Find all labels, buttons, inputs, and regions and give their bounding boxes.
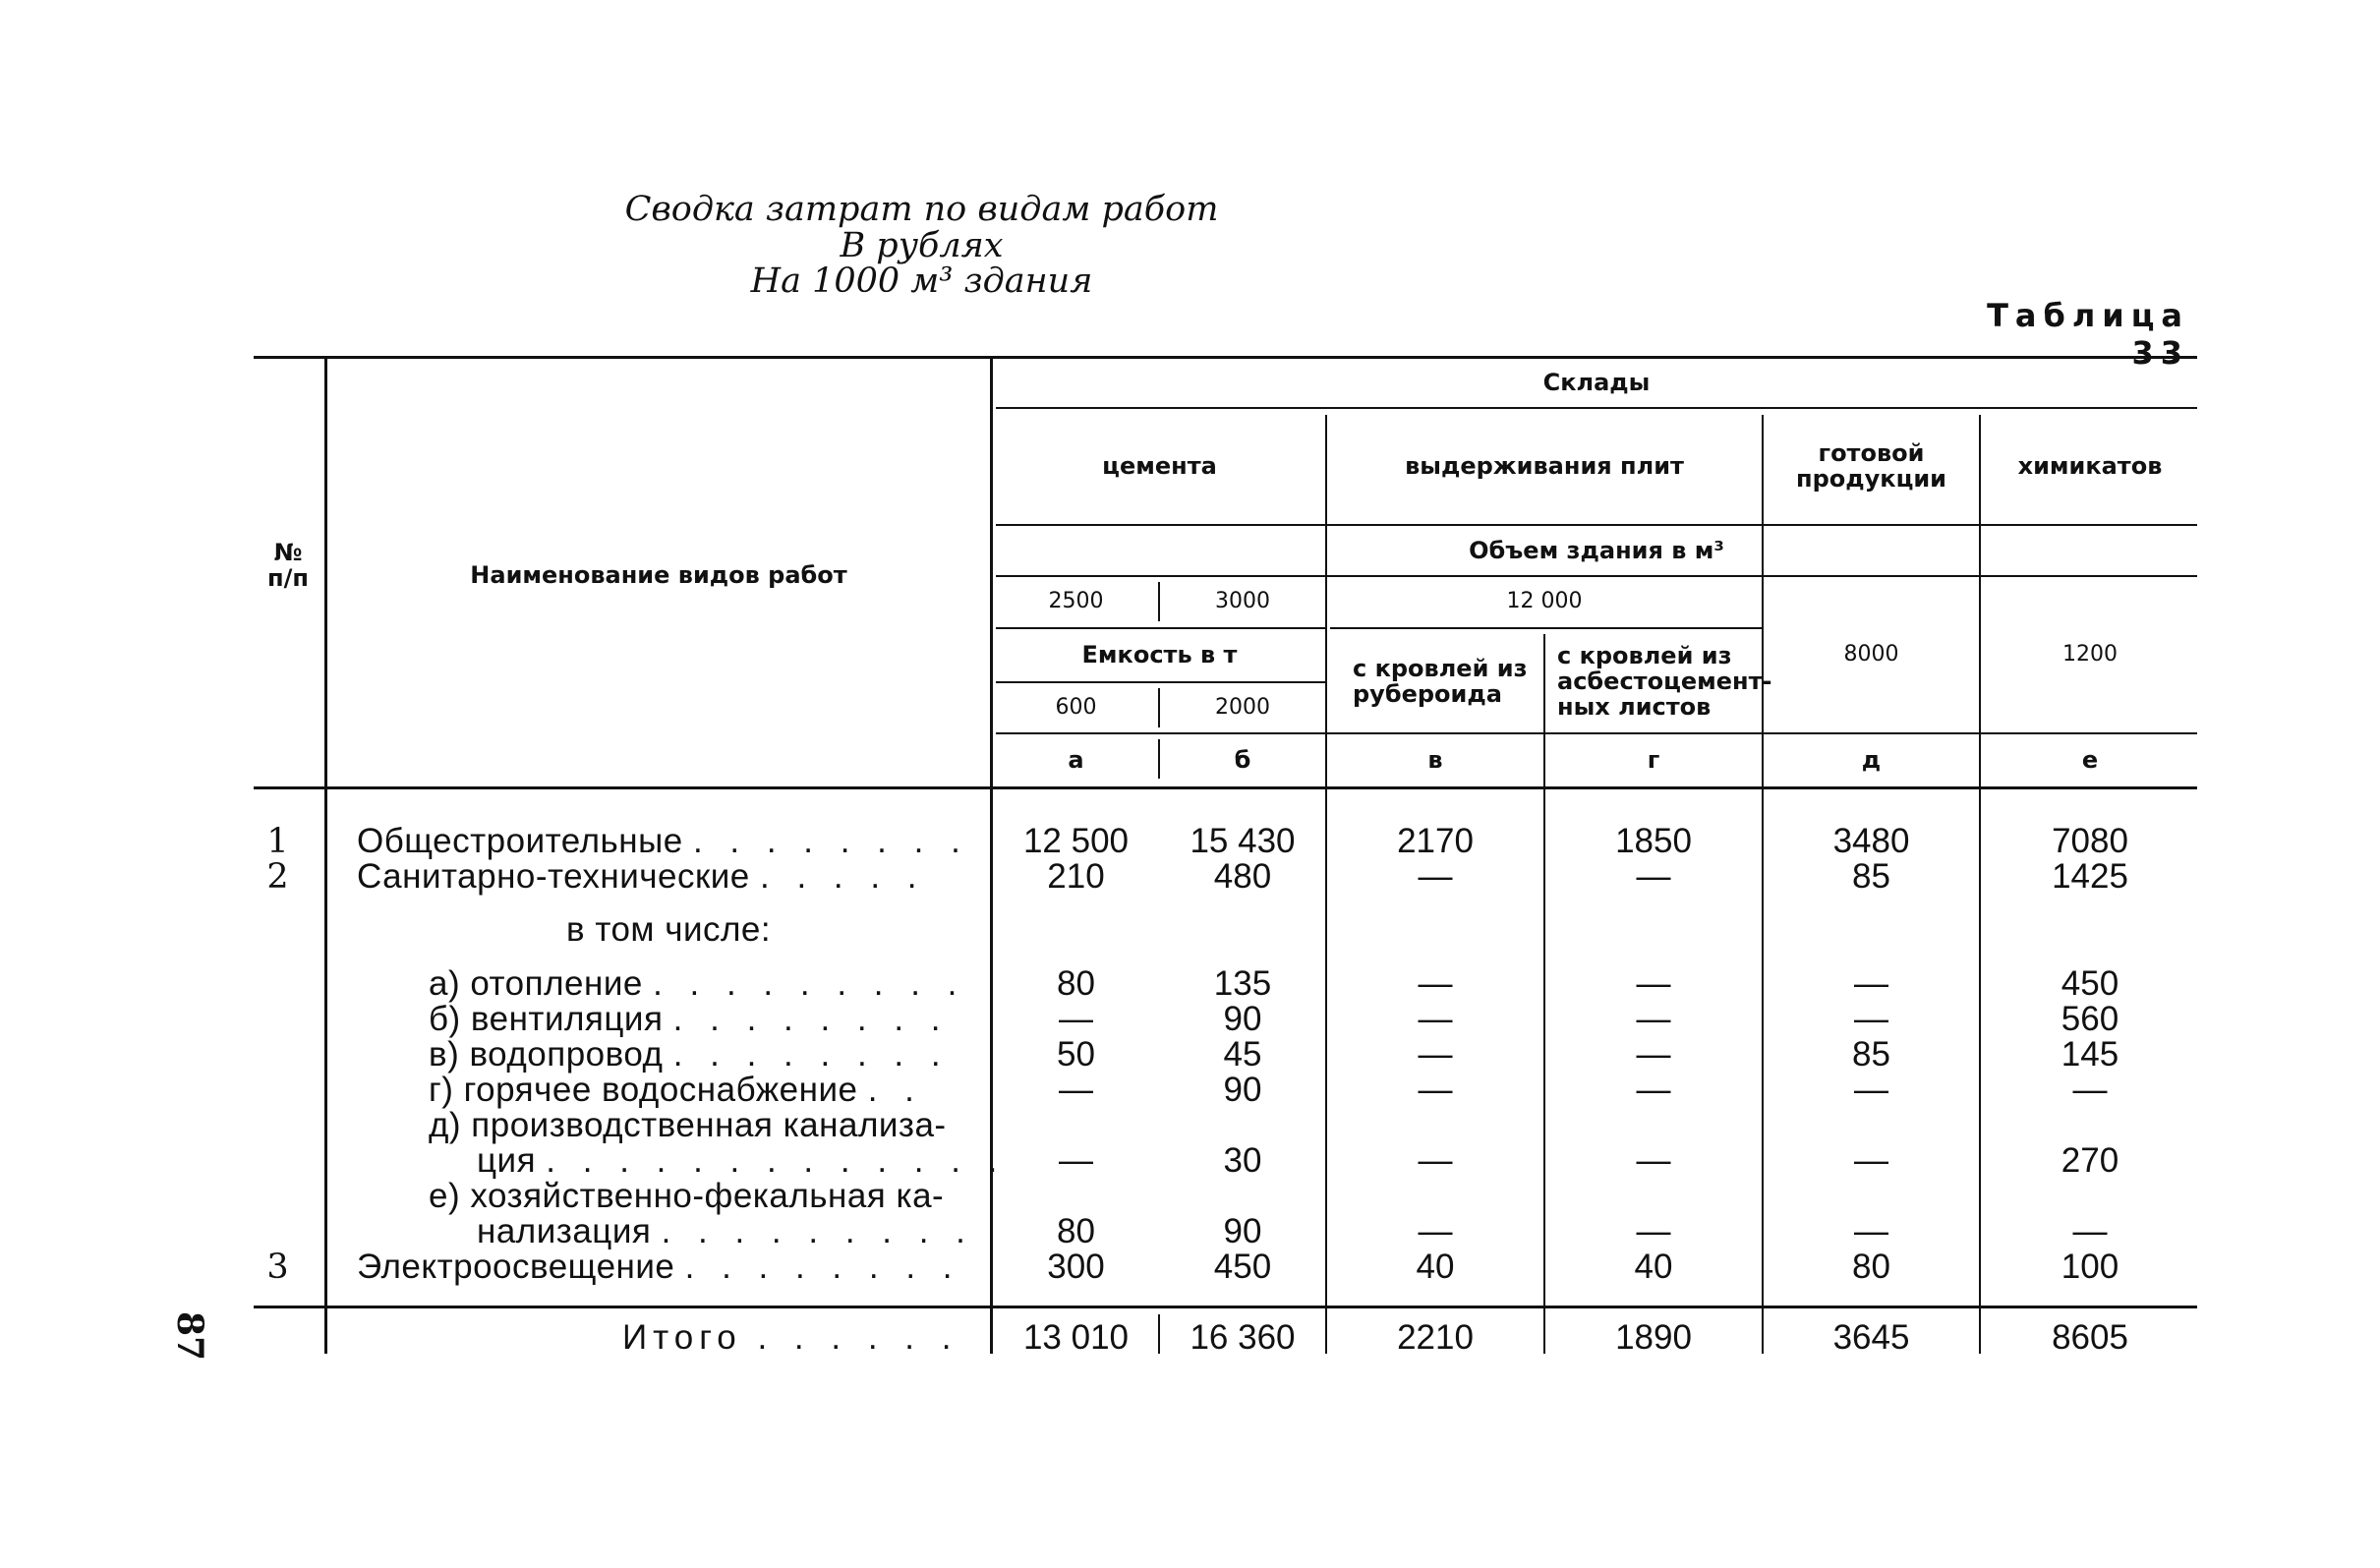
cell-value: —	[1418, 1000, 1453, 1038]
row-subheading: в том числе:	[566, 910, 772, 949]
cell-value: 450	[1213, 1248, 1272, 1286]
total-value: 2210	[1397, 1318, 1474, 1357]
total-value: 1890	[1615, 1318, 1692, 1357]
title-line-1: Сводка затрат по видам работ	[624, 190, 1219, 229]
cell-value: 3480	[1832, 822, 1910, 860]
num-col-rule	[324, 356, 327, 1354]
cell-value: 80	[1057, 964, 1095, 1003]
capacity-header-rule	[996, 681, 1325, 683]
finished-header: готовой продукции	[1796, 439, 1946, 493]
col-a-b-rule	[1158, 739, 1160, 779]
header-bottom-rule	[254, 786, 2197, 789]
row-name: нализация . . . . . . . . .	[477, 1212, 974, 1250]
cell-value: 40	[1416, 1248, 1455, 1286]
cell-value: 2170	[1397, 822, 1474, 860]
row-name: Электроосвещение . . . . . . . .	[357, 1248, 961, 1286]
cell-value: 15 430	[1190, 822, 1296, 860]
cell-value: 560	[2061, 1000, 2119, 1038]
cell-value: —	[1418, 1071, 1453, 1109]
name-header: Наименование видов работ	[470, 561, 847, 589]
cell-value: 12 500	[1022, 822, 1130, 860]
cell-value: 7080	[2052, 822, 2128, 860]
cell-value: —	[1854, 964, 1888, 1003]
cell-value: 30	[1223, 1141, 1262, 1180]
cell-value: 50	[1057, 1035, 1095, 1074]
letter-v: в	[1427, 746, 1443, 774]
cell-value: 1425	[2052, 857, 2128, 896]
cell-value: —	[2072, 1071, 2108, 1109]
volume-e: 1200	[2062, 642, 2118, 667]
row-number: 2	[266, 857, 289, 897]
cell-value: —	[1636, 857, 1671, 896]
row-name: д) производственная канализа-	[429, 1106, 947, 1144]
row-number: 3	[266, 1248, 289, 1287]
letter-d: д	[1861, 746, 1882, 774]
row-name: ция . . . . . . . . . . . . .	[477, 1141, 1007, 1180]
subgroup-rule	[996, 524, 2197, 526]
cement-header: цемента	[1102, 452, 1217, 480]
volume-b: 3000	[1215, 589, 1270, 613]
cell-value: 80	[1852, 1248, 1890, 1286]
cell-value: 90	[1223, 1212, 1262, 1250]
row-name: б) вентиляция . . . . . . . .	[429, 1000, 950, 1038]
letter-g: г	[1647, 746, 1660, 774]
row-name: г) горячее водоснабжение . .	[429, 1071, 923, 1109]
capacity-b: 2000	[1215, 695, 1270, 720]
cell-value: 80	[1057, 1212, 1095, 1250]
letter-rule	[996, 732, 2197, 734]
cell-value: 210	[1047, 857, 1105, 896]
cell-value: —	[1636, 1000, 1671, 1038]
roof-asbestos-header: с кровлей из асбестоцемент-ных листов	[1557, 641, 1772, 721]
cell-value: —	[1418, 964, 1453, 1003]
row-name: Санитарно-технические . . . . .	[357, 857, 926, 896]
table-number: Таблица 33	[1987, 297, 2189, 372]
cement-inner-rule	[1158, 582, 1160, 621]
cell-value: 1850	[1615, 822, 1692, 860]
cell-value: —	[1854, 1141, 1888, 1180]
cell-value: —	[1059, 1000, 1093, 1038]
cell-value: 135	[1213, 964, 1272, 1003]
capacity-header: Емкость в т	[1081, 641, 1238, 668]
cell-value: —	[1636, 1071, 1671, 1109]
volume-vg: 12 000	[1506, 589, 1583, 613]
total-value: 13 010	[1022, 1318, 1130, 1357]
cell-value: —	[1854, 1212, 1888, 1250]
cell-value: 480	[1213, 857, 1272, 896]
cell-value: —	[1636, 1035, 1671, 1074]
volume-d: 8000	[1843, 642, 1899, 667]
cell-value: —	[1418, 1035, 1453, 1074]
capacity-a: 600	[1055, 695, 1097, 720]
name-col-rule	[990, 356, 993, 1354]
row-name: Общестроительные . . . . . . . .	[357, 822, 969, 860]
cell-value: —	[2072, 1212, 2108, 1250]
cement-volume-rule	[996, 627, 1325, 629]
row-name: е) хозяйственно-фекальная ка-	[429, 1177, 945, 1215]
cell-value: 90	[1223, 1000, 1262, 1038]
cell-value: 270	[2061, 1141, 2119, 1180]
page-number: 87	[169, 1310, 211, 1362]
cell-value: —	[1854, 1000, 1888, 1038]
volume-a: 2500	[1048, 589, 1104, 613]
cell-value: —	[1418, 857, 1453, 896]
total-value: 3645	[1832, 1318, 1910, 1357]
roof-ruberoid-header: с кровлей из рубероида	[1353, 654, 1528, 708]
total-label: Итого . . . . . .	[622, 1318, 960, 1357]
cell-value: —	[1636, 1212, 1671, 1250]
num-header: № п/п	[267, 539, 309, 592]
cell-value: —	[1418, 1141, 1453, 1180]
cell-value: 85	[1852, 1035, 1890, 1074]
slabs-header: выдерживания плит	[1405, 452, 1684, 480]
cell-value: 45	[1223, 1035, 1262, 1074]
group-header-rule	[996, 407, 2197, 409]
total-value: 16 360	[1190, 1318, 1296, 1357]
cell-value: 450	[2061, 964, 2119, 1003]
total-a-b-rule	[1158, 1314, 1160, 1354]
cell-value: 100	[2061, 1248, 2119, 1286]
cell-value: —	[1854, 1071, 1888, 1109]
row-name: в) водопровод . . . . . . . .	[429, 1035, 950, 1074]
letter-b: б	[1234, 746, 1251, 774]
row-name: а) отопление . . . . . . . . .	[429, 964, 966, 1003]
letter-a: а	[1068, 746, 1084, 774]
cell-value: —	[1059, 1071, 1093, 1109]
cell-value: —	[1636, 964, 1671, 1003]
total-rule	[254, 1306, 2197, 1308]
group-header: Склады	[1542, 369, 1651, 396]
col-v-g-rule	[1543, 634, 1545, 1354]
row-number: 1	[266, 822, 289, 861]
cell-value: —	[1636, 1141, 1671, 1180]
cell-value: 40	[1634, 1248, 1673, 1286]
cement-inner-rule-2	[1158, 688, 1160, 727]
chemicals-header: химикатов	[2017, 452, 2163, 480]
cell-value: —	[1418, 1212, 1453, 1250]
volume-header-rule	[996, 575, 2197, 577]
slabs-volume-rule	[1330, 627, 1762, 629]
title-line-3: На 1000 м³ здания	[750, 261, 1093, 301]
total-value: 8605	[2052, 1318, 2128, 1357]
letter-e: е	[2081, 746, 2099, 774]
cell-value: 300	[1047, 1248, 1105, 1286]
volume-header: Объем здания в м³	[1469, 537, 1724, 564]
cell-value: —	[1059, 1141, 1093, 1180]
cell-value: 85	[1852, 857, 1890, 896]
cell-value: 90	[1223, 1071, 1262, 1109]
cell-value: 145	[2061, 1035, 2119, 1074]
title-line-2: В рублях	[840, 226, 1004, 265]
